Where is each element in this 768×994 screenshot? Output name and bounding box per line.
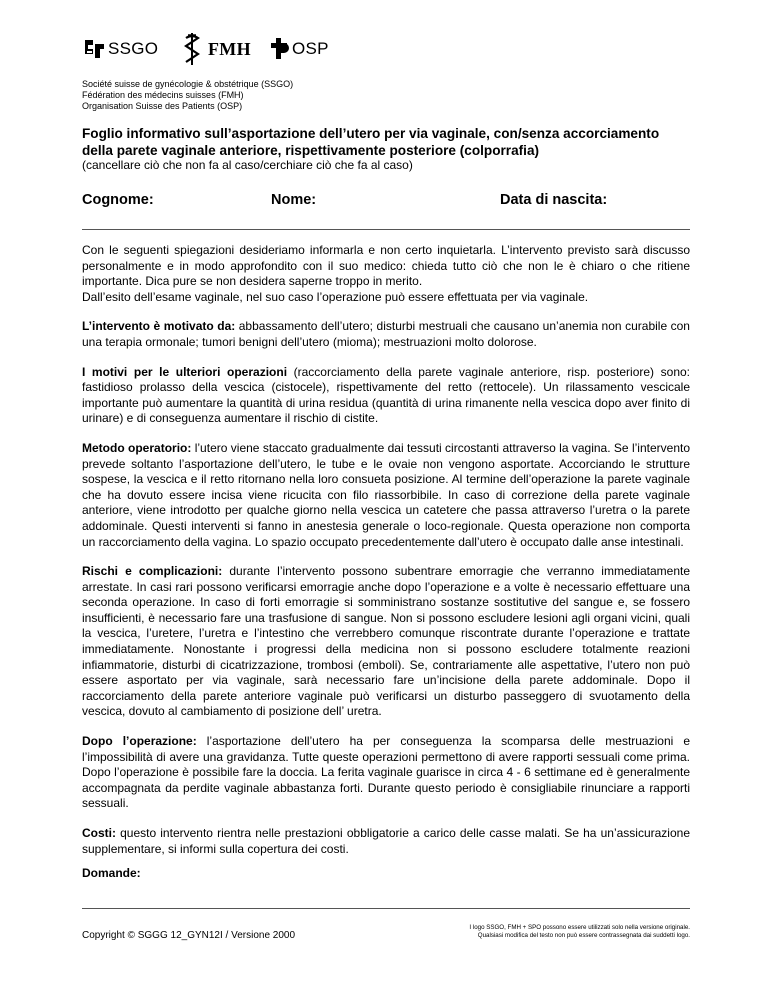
section-costs — [82, 826, 690, 857]
copyright-text: Copyright © SGGG 12_GYN12I / Versione 2000 — [82, 930, 296, 941]
section-heading: Costi: — [82, 826, 116, 840]
section-heading: I motivi per le ulteriori operazioni — [82, 364, 288, 379]
section-text: durante l’intervento possono subentrare emorragie che verranno immediatamente arrestate. In casi rari possono verificarsi emorragie anche dopo l’operazione e a volte è necessario effettuare una seconda operazione. In caso di forti emorragie si somministrano sostanze sostitutive del sangue e, se fossero insufficienti, è necessario fare una trasfusione di sangue. Non si possono escludere lesioni agli organi vicini, quali la vescica, l’uretere, l’uretra e l’intestino che verrebbero comunque riscontrate durante l’operazione e trattate immediatamente. Nonostante i progressi della medicina non si possono escludere totalmente reazioni infiammatorie, disturbi di cicatrizzazione, trombosi (emboli). Se, contrariamente alle aspettative, l’utero non può essere asportato per via vaginale, sarà necessario fare un’incisione della parete addominale. Dopo il raccorciamento della parete anteriore vaginale può verificarsi un disturbo passeggero di svuotamento della vescica, dovuto al cambiamento di posizione dell’ uretra. — [82, 564, 691, 719]
birthdate-field-label: Data di nascita: — [500, 192, 608, 208]
logo-usage-note-line2: Qualsiasi modifica del testo non può essere contrassegnata dai suddetti logo. — [477, 932, 690, 939]
section-text: questo intervento rientra nelle prestazioni obbligatorie a carico delle casse malati. Se ha un’assicurazione supplementare, si informi sulla copertura dei costi. — [82, 826, 690, 856]
name-field-label: Nome: — [271, 192, 317, 208]
fmh-caduceus-icon — [182, 32, 202, 66]
section-heading: L’intervento è motivato da: — [82, 319, 236, 334]
section-heading: Metodo operatorio: — [82, 440, 192, 455]
document-subtitle: (cancellare ciò che non fa al caso/cerchiare ciò che fa al caso) — [82, 158, 413, 172]
organisations-list — [82, 79, 293, 112]
intro-paragraph — [82, 243, 690, 305]
section-risks — [82, 564, 690, 720]
ssgo-logo-text: SSGO — [108, 39, 159, 58]
section-further-operations — [82, 365, 690, 427]
fmh-logo — [182, 34, 251, 64]
organisation-fmh: Fédération des médecins suisses (FMH) — [82, 90, 244, 100]
logo-usage-note — [390, 924, 690, 940]
section-text: l’asportazione dell’utero ha per conseguenza la scomparsa delle mestruazioni e l’impossibilità di avere una gravidanza. Tutte queste operazioni permettono di avere rapporti sessuali come prima. Dopo l’operazione è possibile fare la doccia. La ferita vaginale guarisce in circa 4 - 6 settimane ed è generalmente accompagnata da perdite vaginale abbastanza forti. Durante questo periodo è consigliabile rinunciare a rapporti sessuali. — [82, 734, 691, 811]
section-heading: Dopo l’operazione: — [82, 734, 197, 749]
organisation-osp: Organisation Suisse des Patients (OSP) — [82, 101, 243, 111]
document-title: Foglio informativo sull’asportazione dell’utero per via vaginale, con/senza accorciamento della parete vaginale anteriore, rispettivamente posteriore (colporrafia) — [82, 126, 660, 158]
section-text: (raccorciamento della parete vaginale anteriore, risp. posteriore) sono: fastidioso prolasso della vescica (cistocele), rispettivamente del retto (rettocele). Un rilassamento vescicale importante può aumentare la quantità di urina residua (quantità di urina rimanente nella vescica dopo aver finito di urinare) e di conseguenza aumentare il rischio di cistite. — [82, 364, 691, 426]
questions-label: Domande: — [82, 866, 141, 880]
logo-bar — [82, 34, 402, 68]
osp-logo-text: OSP — [292, 39, 329, 58]
patient-fields — [82, 192, 692, 212]
intro-text-2: Dall’esito dell’esame vaginale, nel suo caso l’operazione può essere effettuata per via vaginale. — [82, 289, 589, 304]
footer-divider — [82, 908, 690, 909]
section-method — [82, 441, 690, 550]
ssgo-logo — [82, 34, 158, 64]
section-text: abbassamento dell’utero; disturbi mestruali che causano un’anemia non curabile con una terapia ormonale; tumori benigni dell’utero (mioma); mestruazioni molto dolorose. — [82, 319, 690, 349]
section-text: l’utero viene staccato gradualmente dai tessuti circostanti attraverso la vagina. Se l’intervento prevede soltanto l’asportazione dell’utero, le tube e le ovaie non vengono asportate. Accorciando le strutture sospese, la vescica e il retto ritornano nella loro consueta posizione. Al termine dell’operazione la parete vaginale che ha dovuto essere incisa viene ricucita con filo riassorbibile. In caso di correzione della parete vaginale anteriore, viene introdotto per qualche giorno nella vescica un catetere che passa attraverso l’uretra o la parete addominale. Questi interventi si fanno in anestesia generale o loco-regionale. Questa operazione non comporta un raccorciamento della vagina. Lo spazio occupato precedentemente dall’utero è occupato dalle anse intestinali. — [82, 440, 690, 549]
osp-logo — [270, 34, 329, 64]
fmh-logo-text: FMH — [208, 38, 251, 59]
ssgo-mark-icon — [82, 37, 108, 61]
header-divider — [82, 229, 690, 230]
section-heading: Rischi e complicazioni: — [82, 564, 223, 579]
intro-text: Con le seguenti spiegazioni desideriamo informarla e non certo inquietarla. L’intervento previsto sarà discusso personalmente e in modo approfondito con il suo medico: chieda tutto ciò che non le è chiaro o che ritiene importante. Dica pure se non desidera saperne troppo in merito. — [82, 243, 690, 289]
organisation-ssgo: Société suisse de gynécologie & obstétrique (SSGO) — [82, 79, 294, 89]
surname-field-label: Cognome: — [82, 192, 154, 208]
logo-usage-note-line1: I logo SSGO, FMH + SPO possono essere utilizzati solo nella versione originale. — [469, 924, 690, 931]
section-reasons — [82, 319, 690, 350]
section-after-operation — [82, 734, 690, 812]
document-body — [82, 243, 690, 871]
osp-cross-icon — [270, 37, 290, 61]
